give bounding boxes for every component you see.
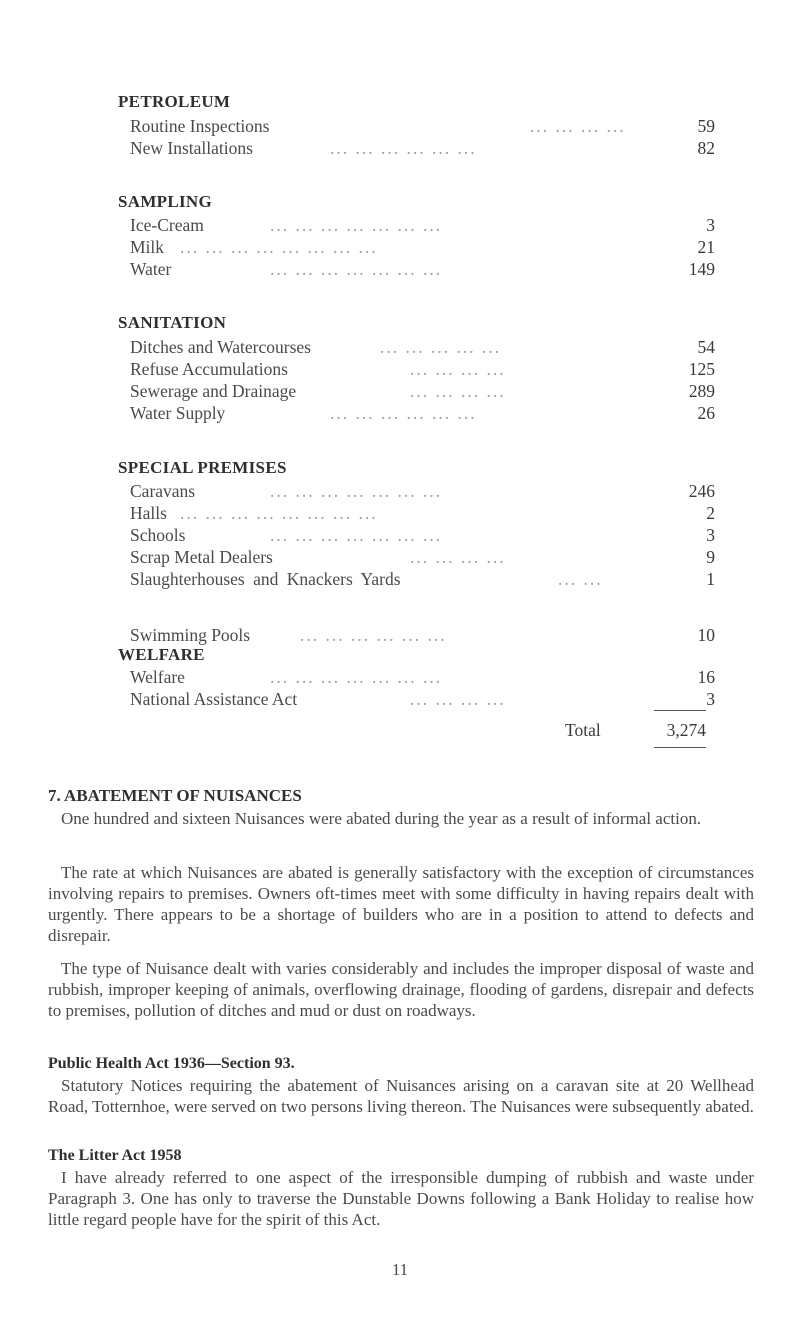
- table-row: [130, 625, 715, 647]
- row-label: National Assistance Act: [130, 689, 298, 709]
- page-number: 11: [391, 1260, 409, 1279]
- paragraph: The rate at which Nuisances are abated is generally satisfactory with the exception of circumstances involving repairs to premises. Owners oft-times meet with some difficulty in having repairs dealt with urgently. There appears to be a shortage of builders who are in a position to attend to defects and disrepair.: [48, 863, 754, 945]
- public-health-heading: Public Health Act 1936—Section 93.: [48, 1055, 295, 1072]
- leader-dots: ... ... ... ... ...: [380, 337, 502, 357]
- total-rule-top: [654, 710, 706, 711]
- paragraph: I have already referred to one aspect of the irresponsible dumping of rubbish and waste under Paragraph 3. One has only to traverse the Dunstable Downs following a Bank Holiday to realise how little regard people have for the spirit of this Act.: [48, 1168, 754, 1229]
- paragraph: The type of Nuisance dealt with varies considerably and includes the improper disposal of waste and rubbish, improper keeping of animals, overflowing drainage, flooding of gardens, disrepair and defects to premises, pollution of ditches and mud or dust on roadways.: [48, 959, 754, 1020]
- table-row: [130, 525, 715, 547]
- table-row: [130, 337, 715, 359]
- row-value: 3: [706, 525, 715, 545]
- leader-dots: ... ... ... ... ... ... ...: [270, 525, 443, 545]
- row-label: Milk: [130, 237, 165, 257]
- row-value: 21: [697, 237, 715, 257]
- table-row: [130, 547, 715, 569]
- total-value: 3,274: [666, 720, 706, 740]
- row-value: 82: [697, 138, 715, 158]
- row-value: 16: [697, 667, 715, 687]
- table-row: [130, 215, 715, 237]
- table-row: [130, 569, 715, 591]
- leader-dots: ... ... ... ... ... ... ... ...: [180, 503, 378, 523]
- row-value: 125: [688, 359, 715, 379]
- leader-dots: ... ... ... ... ... ...: [300, 625, 447, 645]
- table-row: [130, 138, 715, 160]
- leader-dots: ... ...: [558, 569, 603, 589]
- leader-dots: ... ... ... ... ... ...: [330, 403, 477, 423]
- row-label: Welfare: [130, 667, 185, 687]
- leader-dots: ... ... ... ... ... ... ...: [270, 215, 443, 235]
- leader-dots: ... ... ... ... ... ... ...: [270, 481, 443, 501]
- paragraph: Statutory Notices requiring the abatement of Nuisances arising on a caravan site at 20 Wellhead Road, Totternhoe, were served on two persons living thereon. The Nuisances were subsequently abated.: [48, 1076, 754, 1116]
- row-label: Sewerage and Drainage: [130, 381, 297, 401]
- abatement-title: 7. ABATEMENT OF NUISANCES: [48, 786, 302, 805]
- total-rule-bottom: [654, 747, 706, 748]
- row-label: Swimming Pools: [130, 625, 251, 645]
- table-row: [130, 481, 715, 503]
- leader-dots: ... ... ... ... ... ...: [330, 138, 477, 158]
- row-value: 59: [697, 116, 715, 136]
- row-label: Slaughterhouses and Knackers Yards: [130, 569, 401, 589]
- leader-dots: ... ... ... ... ... ... ... ...: [180, 237, 378, 257]
- table-row: [130, 381, 715, 403]
- row-label: Ditches and Watercourses: [130, 337, 311, 357]
- row-value: 9: [706, 547, 715, 567]
- row-label: Refuse Accumulations: [130, 359, 288, 379]
- table-row: [130, 403, 715, 425]
- leader-dots: ... ... ... ...: [410, 689, 506, 709]
- table-row: [130, 359, 715, 381]
- leader-dots: ... ... ... ... ... ... ...: [270, 259, 443, 279]
- row-label: Halls: [130, 503, 167, 523]
- row-label: Routine Inspections: [130, 116, 270, 136]
- table-row: [130, 689, 715, 711]
- special-premises-heading: SPECIAL PREMISES: [118, 458, 287, 477]
- row-value: 26: [697, 403, 715, 423]
- leader-dots: ... ... ... ...: [410, 547, 506, 567]
- table-row: [130, 116, 715, 138]
- total-label: Total: [565, 720, 601, 740]
- row-label: Water: [130, 259, 172, 279]
- leader-dots: ... ... ... ...: [530, 116, 626, 136]
- row-label: New Installations: [130, 138, 253, 158]
- welfare-heading: WELFARE: [118, 645, 205, 664]
- row-label: Scrap Metal Dealers: [130, 547, 273, 567]
- paragraph: One hundred and sixteen Nuisances were abated during the year as a result of informal action.: [61, 809, 702, 828]
- row-value: 3: [706, 689, 715, 709]
- row-value: 2: [706, 503, 715, 523]
- table-row: [130, 259, 715, 281]
- row-value: 3: [706, 215, 715, 235]
- row-label: Ice-Cream: [130, 215, 204, 235]
- table-row: [130, 503, 715, 525]
- petroleum-heading: PETROLEUM: [118, 92, 231, 111]
- row-label: Water Supply: [130, 403, 226, 423]
- row-value: 149: [688, 259, 715, 279]
- table-row: [130, 237, 715, 259]
- leader-dots: ... ... ... ... ... ... ...: [270, 667, 443, 687]
- sampling-heading: SAMPLING: [118, 192, 213, 211]
- row-value: 10: [697, 625, 715, 645]
- litter-act-heading: The Litter Act 1958: [48, 1147, 182, 1164]
- leader-dots: ... ... ... ...: [410, 359, 506, 379]
- row-value: 246: [688, 481, 715, 501]
- table-row: [130, 667, 715, 689]
- leader-dots: ... ... ... ...: [410, 381, 506, 401]
- row-value: 1: [706, 569, 715, 589]
- row-value: 54: [697, 337, 715, 357]
- row-value: 289: [688, 381, 715, 401]
- row-label: Caravans: [130, 481, 196, 501]
- row-label: Schools: [130, 525, 186, 545]
- sanitation-heading: SANITATION: [118, 313, 227, 332]
